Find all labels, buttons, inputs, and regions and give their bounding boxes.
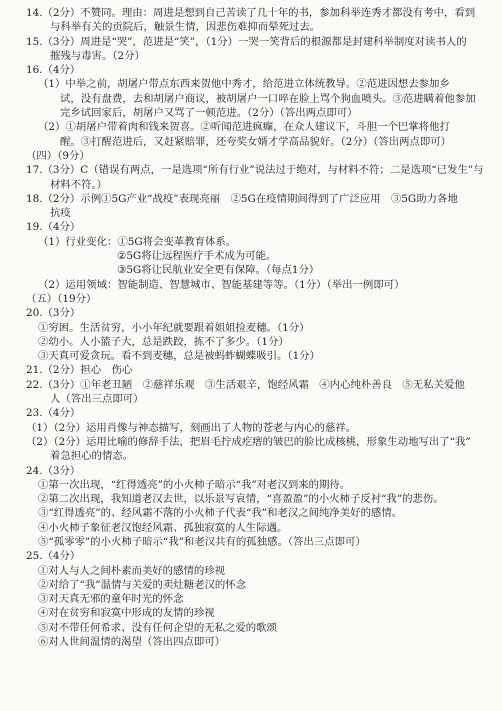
text-line: 与科举有关的贡院后，触景生情，因悲伤难抑而晕死过去。 bbox=[50, 21, 321, 34]
text-line: ②对给了“我”温情与关爱的卖灶糖老汉的怀念 bbox=[38, 578, 247, 591]
text-line: 22.（3分）①年老丑陋 ②慈祥乐观 ③生活艰辛，饱经风霜 ④内心纯朴善良 ⑤无私关爱他 bbox=[26, 378, 465, 391]
text-line: ①第一次出现，“红得透亮”的小火柿子暗示“我”对老汉到来的期待。 bbox=[38, 478, 351, 491]
text-line: ⑤“孤零零”的小火柿子暗示“我”和老汉共有的孤独感。（答出三点即可） bbox=[38, 535, 366, 548]
text-line: 14.（2分）不赞同。理由：周进是想到自己苦读了几十年的书，参加科举连秀才都没有考中，看到 bbox=[26, 7, 476, 19]
text-line: 24.（3分） bbox=[26, 464, 81, 477]
text-line: （2）运用领域：智能制造、智慧城市、智能基建等等。（1分）（举出一例即可） bbox=[38, 278, 405, 291]
text-line: 15.（3分）周进是“哭”，范进是“笑”，（1分）一哭一笑背后的根源都是封建科举制度对读书人的 bbox=[26, 35, 467, 48]
text-line: 19.（4分） bbox=[26, 221, 81, 234]
text-line: （2）（2分）运用比喻的修辞手法，把眉毛拧成疙瘩的皱巴的脸比成核桃，形象生动地写出了“我” bbox=[26, 435, 471, 448]
text-line: 25.（4分） bbox=[26, 550, 81, 563]
text-line: 20.（3分） bbox=[26, 307, 81, 320]
text-line: ②5G将让远程医疗手术成为可能。 bbox=[117, 250, 277, 263]
text-line: ②幼小。人小篮子大，总是跌跤，拣不了多少。（1分） bbox=[38, 335, 289, 348]
text-line: （1）行业变化：①5G将会变革教育体系。 bbox=[38, 235, 237, 248]
section-heading: （五）（19分） bbox=[26, 292, 97, 305]
text-line: ④小火柿子象征老汉饱经风霜、孤独寂寞的人生际遇。 bbox=[38, 521, 288, 534]
text-line: 16.（4分） bbox=[26, 64, 81, 77]
section-heading: （四）（9分） bbox=[26, 149, 90, 162]
text-line: 21.（2分）担心 伤心 bbox=[26, 364, 133, 377]
text-line: ④对在贫穷和寂寞中形成的友情的珍视 bbox=[38, 607, 215, 620]
text-line: 18.（2分）示例①5G产业“战疫”表现亮丽 ②5G在疫情期间得到了广泛应用 ③5G助力各地 bbox=[26, 192, 458, 205]
text-line: （2）①胡屠户带着肉和钱来贺喜。②听闻范进疯癫，在众人建议下，斗胆一个巴掌将他打 bbox=[38, 121, 450, 134]
text-line: ①对人与人之间朴素而美好的感情的珍视 bbox=[38, 564, 226, 577]
text-line: （1）中举之前，胡屠户带点东西来贺他中秀才，给范进立体统教导。②范进因想去参加乡 bbox=[38, 78, 450, 91]
text-line: ③对天真无邪的童年时光的怀念 bbox=[38, 593, 184, 606]
text-line: 人（答出三点即可） bbox=[50, 393, 144, 406]
text-line: 着急担心的情态。 bbox=[50, 450, 134, 463]
text-line: ⑥对人世间温情的渴望（答出四点即可） bbox=[38, 636, 226, 649]
text-line: ⑤对不带任何希求、没有任何企望的无私之爱的歌颂 bbox=[38, 621, 277, 634]
text-line: ③天真可爱贪玩。看不到麦穗，总是被蚂蚱蝴蝶吸引。（1分） bbox=[38, 350, 320, 363]
text-line: ③5G将让民航业安全更有保障。（每点1分） bbox=[117, 264, 320, 277]
text-line: （1）（2分）运用肖像与神态描写，刻画出了人物的苍老与内心的慈祥。 bbox=[26, 421, 357, 434]
text-line: ③“红得透亮”的、经风霜不落的小火柿子代表“我”和老汉之间纯净美好的感情。 bbox=[38, 507, 403, 520]
text-line: 完乡试回家后，胡屠户又骂了一顿范进。（2分）（答出两点即可） bbox=[60, 107, 358, 120]
text-line: 醒。③打醒范进后，又赶紧赔罪，还夸奖女婿才学高品貌好。（2分）（答出两点即可） bbox=[60, 135, 452, 148]
text-line: 材料不符。） bbox=[50, 178, 108, 191]
text-line: 17.（3分）C（错误有两点，一是选项“所有行业”说法过于绝对，与材料不符；二是选项“已发生”与 bbox=[26, 164, 484, 177]
text-line: ①穷困。生活贫穷，小小年纪就要跟着姐姐捡麦穗。（1分） bbox=[38, 321, 310, 334]
text-line: 摧残与毒害。（2分） bbox=[50, 49, 145, 62]
text-line: 抗疫 bbox=[50, 207, 71, 220]
text-line: 试，没有盘费，去和胡屠户商议，被胡屠户一口啐在脸上骂个狗血喷头。③范进瞒着他参加 bbox=[60, 92, 476, 105]
text-line: 23.（4分） bbox=[26, 407, 81, 420]
text-line: ②第二次出现，我知道老汉去世，以乐景写哀情，“喜盈盈”的小火柿子反衬“我”的悲伤。 bbox=[38, 493, 444, 506]
